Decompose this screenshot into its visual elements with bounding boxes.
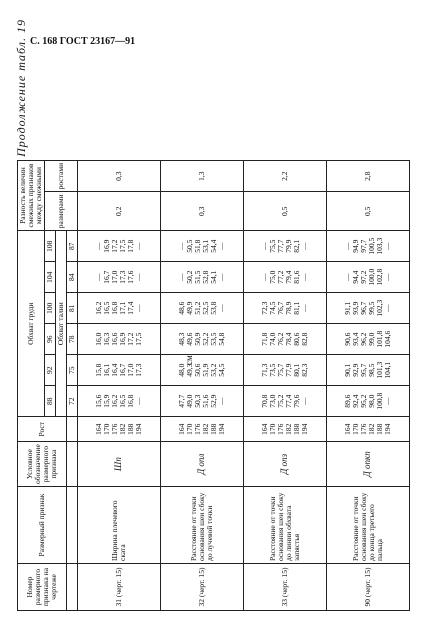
cell-value: 17,0	[125, 363, 135, 377]
cell-value: 76,7	[275, 301, 285, 315]
cell-value: 17,2	[125, 332, 135, 346]
rotated-table-page	[12, 15, 412, 615]
measure-column	[160, 293, 243, 324]
cell-value: 164	[259, 423, 269, 435]
cell-value: 94,4	[350, 270, 360, 284]
cell-value: 16,8	[109, 301, 119, 315]
waist-value: 75	[66, 355, 77, 386]
rost-values	[326, 417, 409, 442]
cell-value: 16,8	[125, 394, 135, 408]
cell-value: 50,5	[184, 239, 194, 253]
cell-value: —	[382, 397, 392, 405]
cell-value: 182	[366, 423, 376, 435]
cell-value: 97,2	[358, 270, 368, 284]
cell-value: 78,9	[283, 301, 293, 315]
cell-value: 53,5	[208, 332, 218, 346]
cell-value: 75,5	[267, 239, 277, 253]
measure-column	[326, 324, 409, 355]
empty-cell	[66, 442, 77, 487]
cell-value: 53,1	[200, 239, 210, 253]
cell-value: —	[216, 304, 226, 312]
rost-values	[160, 417, 243, 442]
cell-value: 49,3	[184, 363, 194, 377]
cell-value: 17,4	[125, 301, 135, 315]
chest-value: 96	[44, 324, 55, 355]
cell-value: —	[299, 242, 309, 250]
diff-height: 2,2	[243, 160, 326, 191]
cell-value: 16,5	[101, 301, 111, 315]
col-header-waist: Обхват талии	[55, 231, 66, 417]
cell-value: 74,0	[267, 332, 277, 346]
measure-column	[77, 386, 160, 417]
cell-value: 93,9	[350, 301, 360, 315]
cell-value: 16,7	[117, 363, 127, 377]
cell-value: 17,3	[133, 363, 143, 377]
rost-values	[77, 417, 160, 442]
cell-value: 51,5	[192, 270, 202, 284]
measure-column	[326, 355, 409, 386]
cell-value: 17,6	[125, 270, 135, 284]
cell-value: 77,7	[275, 239, 285, 253]
row-name: Ширина плечевого ската	[77, 487, 160, 564]
cell-value: 188	[291, 423, 301, 435]
cell-value: —	[342, 242, 352, 250]
cell-value: 51,6	[200, 394, 210, 408]
cell-value: 101,3	[374, 361, 384, 379]
cell-value: 16,2	[109, 394, 119, 408]
cell-value: 91,1	[342, 301, 352, 315]
cell-value: 194	[299, 423, 309, 435]
diff-size: 0,5	[243, 192, 326, 231]
diff-size: 0,2	[77, 192, 160, 231]
cell-value: 71,8	[259, 332, 269, 346]
col-header-symbol: Условное обозначение размерного признака	[18, 442, 67, 487]
row-symbol: Д опз	[243, 442, 326, 487]
page-header: С. 168 ГОСТ 23167—91	[30, 36, 136, 47]
cell-value: —	[259, 242, 269, 250]
cell-value: 102,8	[374, 268, 384, 286]
cell-value: 97,7	[358, 239, 368, 253]
cell-value: 176	[109, 423, 119, 435]
size-table	[17, 160, 410, 611]
cell-value: 92,4	[350, 394, 360, 408]
cell-value: 50,3	[192, 394, 202, 408]
cell-value: 82,8	[299, 332, 309, 346]
cell-value: 17,5	[133, 332, 143, 346]
cell-value: 51,2	[192, 301, 202, 315]
measure-column	[77, 355, 160, 386]
col-header-diff-size: размерами	[44, 192, 77, 231]
measure-column	[326, 293, 409, 324]
cell-value: 53,8	[208, 301, 218, 315]
cell-value: 96,2	[358, 332, 368, 346]
col-header-rost: Рост	[18, 417, 67, 442]
cell-value: —	[382, 242, 392, 250]
cell-value: 100,5	[366, 237, 376, 255]
cell-value: 98,5	[366, 363, 376, 377]
cell-value: 15,6	[93, 394, 103, 408]
cell-value: 194	[133, 423, 143, 435]
cell-value: 73,0	[267, 394, 277, 408]
chest-value: 88	[44, 386, 55, 417]
measure-column	[77, 231, 160, 262]
measure-column	[243, 262, 326, 293]
row-name: Расстояние от точки основания шеи сбоку до линии обхвата запястья	[243, 487, 326, 564]
continuation-label: Продолжение табл. 19	[14, 19, 28, 157]
cell-value: 49,0	[184, 394, 194, 408]
cell-value: 93,4	[350, 332, 360, 346]
cell-value: 47,7	[176, 394, 186, 408]
row-name: Расстояние от точки основания шеи сбоку до конца третьего пальца	[326, 487, 409, 564]
empty-cell	[66, 417, 77, 442]
measure-column	[243, 355, 326, 386]
empty-cell	[66, 564, 77, 611]
col-header-spacing: Разность величин смежных признаков между смежными	[18, 160, 45, 230]
cell-value: 17,8	[125, 239, 135, 253]
cell-value: 170	[184, 423, 194, 435]
measure-column	[243, 324, 326, 355]
cell-value: 176	[192, 423, 202, 435]
cell-value: 79,6	[291, 394, 301, 408]
cell-value: 104,6	[382, 330, 392, 348]
cell-value: 170	[267, 423, 277, 435]
cell-value: 98,0	[366, 394, 376, 408]
cell-value: 53,2	[208, 363, 218, 377]
waist-value: 72	[66, 386, 77, 417]
cell-value: 71,3	[259, 363, 269, 377]
cell-value: 194	[216, 423, 226, 435]
cell-value: 176	[358, 423, 368, 435]
measure-column	[326, 262, 409, 293]
measure-column	[160, 231, 243, 262]
cell-value: 80,1	[291, 363, 301, 377]
cell-value: 16,3	[101, 332, 111, 346]
cell-value: 52,5	[200, 301, 210, 315]
cell-value: 182	[283, 423, 293, 435]
cell-value: —	[133, 397, 143, 405]
cell-value: 100,0	[366, 268, 376, 286]
cell-value: —	[382, 304, 392, 312]
chest-value: 92	[44, 355, 55, 386]
cell-value: 82,1	[291, 239, 301, 253]
cell-value: 79,4	[283, 270, 293, 284]
row-name: Расстояние от точки основания шеи сбоку до лучевой точки	[160, 487, 243, 564]
cell-value: 54,4	[208, 239, 218, 253]
cell-value: 15,9	[101, 394, 111, 408]
cell-value: 182	[117, 423, 127, 435]
cell-value: —	[216, 397, 226, 405]
cell-value: 16,9	[101, 239, 111, 253]
cell-value: 17,0	[109, 270, 119, 284]
cell-value: 101,8	[374, 330, 384, 348]
cell-value: 95,2	[358, 394, 368, 408]
chest-value: 104	[44, 262, 55, 293]
cell-value: 17,3	[117, 270, 127, 284]
cell-value: 52,2	[200, 332, 210, 346]
chest-value: 100	[44, 293, 55, 324]
chest-value: 108	[44, 231, 55, 262]
cell-value: 51,9	[200, 363, 210, 377]
cell-value: 104,1	[382, 361, 392, 379]
cell-value: 79,9	[283, 239, 293, 253]
table-body	[77, 160, 409, 610]
table-row	[77, 160, 160, 610]
cell-value: 164	[342, 423, 352, 435]
diff-height: 1,3	[160, 160, 243, 191]
cell-value: 16,6	[109, 332, 119, 346]
cell-value: 70,8	[259, 394, 269, 408]
cell-value: 48,0	[176, 363, 186, 377]
cell-value: —	[342, 273, 352, 281]
cell-value: —	[299, 273, 309, 281]
cell-value: 188	[125, 423, 135, 435]
diff-size: 0,5	[326, 192, 409, 231]
cell-value: 90,1	[342, 363, 352, 377]
cell-value: 75,7	[275, 363, 285, 377]
measure-column	[243, 293, 326, 324]
cell-value: 16,1	[101, 363, 111, 377]
row-number: 33 (черт. 15)	[243, 564, 326, 611]
cell-value: —	[176, 273, 186, 281]
cell-value: 16,4	[109, 363, 119, 377]
cell-value: 54,8	[216, 332, 226, 346]
unit-label: см	[184, 355, 194, 365]
measure-column	[77, 324, 160, 355]
col-header-number: Номер размерного признака на чертеже	[18, 564, 67, 611]
cell-value: 51,8	[192, 239, 202, 253]
waist-value: 81	[66, 293, 77, 324]
cell-value: 16,5	[117, 394, 127, 408]
cell-value: 50,6	[192, 363, 202, 377]
cell-value: 99,5	[366, 301, 376, 315]
table-row	[243, 160, 326, 610]
cell-value: —	[299, 397, 309, 405]
row-number: 31 (черт. 15)	[77, 564, 160, 611]
cell-value: 49,9	[184, 301, 194, 315]
measure-column	[77, 293, 160, 324]
cell-value: —	[382, 273, 392, 281]
row-number: 90 (черт. 15)	[326, 564, 409, 611]
col-header-name: Размерный признак	[18, 487, 67, 564]
cell-value: 80,6	[291, 332, 301, 346]
cell-value: 188	[374, 423, 384, 435]
cell-value: —	[216, 242, 226, 250]
measure-column	[160, 386, 243, 417]
cell-value: 50,9	[192, 332, 202, 346]
cell-value: 48,3	[176, 332, 186, 346]
measure-column	[160, 355, 243, 386]
cell-value: 17,5	[117, 239, 127, 253]
cell-value: 102,3	[374, 299, 384, 317]
cell-value: 15,8	[93, 363, 103, 377]
cell-value: 77,9	[283, 363, 293, 377]
cell-value: 52,8	[200, 270, 210, 284]
diff-size: 0,3	[160, 192, 243, 231]
waist-value: 78	[66, 324, 77, 355]
col-header-diff-height: ростами	[44, 160, 77, 191]
cell-value: 170	[101, 423, 111, 435]
cell-value: 49,6	[184, 332, 194, 346]
rost-values	[243, 417, 326, 442]
waist-value: 87	[66, 231, 77, 262]
row-symbol: Шп	[77, 442, 160, 487]
cell-value: 89,6	[342, 394, 352, 408]
cell-value: —	[133, 304, 143, 312]
cell-value: 77,2	[275, 270, 285, 284]
cell-value: 16,2	[93, 301, 103, 315]
cell-value: 100,8	[374, 392, 384, 410]
cell-value: 182	[200, 423, 210, 435]
measure-column	[243, 386, 326, 417]
cell-value: 92,9	[350, 363, 360, 377]
measure-column	[160, 262, 243, 293]
cell-value: —	[176, 242, 186, 250]
cell-value: —	[299, 304, 309, 312]
cell-value: 99,0	[366, 332, 376, 346]
cell-value: 48,6	[176, 301, 186, 315]
measure-column	[326, 231, 409, 262]
cell-value: 74,5	[267, 301, 277, 315]
empty-cell	[66, 487, 77, 564]
cell-value: 81,6	[291, 270, 301, 284]
cell-value: 103,3	[374, 237, 384, 255]
waist-value: 84	[66, 262, 77, 293]
diff-height: 2,8	[326, 160, 409, 191]
cell-value: 95,7	[358, 363, 368, 377]
cell-value: 164	[93, 423, 103, 435]
cell-value: 54,5	[216, 363, 226, 377]
row-number: 32 (черт. 15)	[160, 564, 243, 611]
cell-value: —	[93, 242, 103, 250]
col-header-chest: Обхват груди	[18, 231, 45, 417]
cell-value: 164	[176, 423, 186, 435]
measure-column	[243, 231, 326, 262]
cell-value: 17,1	[117, 301, 127, 315]
cell-value: —	[133, 273, 143, 281]
cell-value: 17,2	[109, 239, 119, 253]
cell-value: 72,3	[259, 301, 269, 315]
cell-value: 176	[275, 423, 285, 435]
cell-value: 73,5	[267, 363, 277, 377]
diff-height: 0,3	[77, 160, 160, 191]
cell-value: 96,7	[358, 301, 368, 315]
cell-value: 82,3	[299, 363, 309, 377]
cell-value: 16,9	[117, 332, 127, 346]
table-row	[160, 160, 243, 610]
cell-value: 76,2	[275, 332, 285, 346]
cell-value: 16,0	[93, 332, 103, 346]
measure-column	[160, 324, 243, 355]
cell-value: 81,1	[291, 301, 301, 315]
cell-value: —	[259, 273, 269, 281]
cell-value: 94,9	[350, 239, 360, 253]
cell-value: 170	[350, 423, 360, 435]
cell-value: 188	[208, 423, 218, 435]
row-symbol: Д опкп	[326, 442, 409, 487]
cell-value: 16,7	[101, 270, 111, 284]
row-symbol: Д опл	[160, 442, 243, 487]
measure-column	[77, 262, 160, 293]
cell-value: 77,4	[283, 394, 293, 408]
cell-value: 54,1	[208, 270, 218, 284]
measure-column	[326, 386, 409, 417]
cell-value: 78,4	[283, 332, 293, 346]
cell-value: —	[216, 273, 226, 281]
cell-value: 52,9	[208, 394, 218, 408]
cell-value: 75,0	[267, 270, 277, 284]
cell-value: 75,2	[275, 394, 285, 408]
table-row	[326, 160, 409, 610]
cell-value: —	[93, 273, 103, 281]
cell-value: 194	[382, 423, 392, 435]
cell-value: 50,2	[184, 270, 194, 284]
cell-value: 90,6	[342, 332, 352, 346]
cell-value: —	[133, 242, 143, 250]
